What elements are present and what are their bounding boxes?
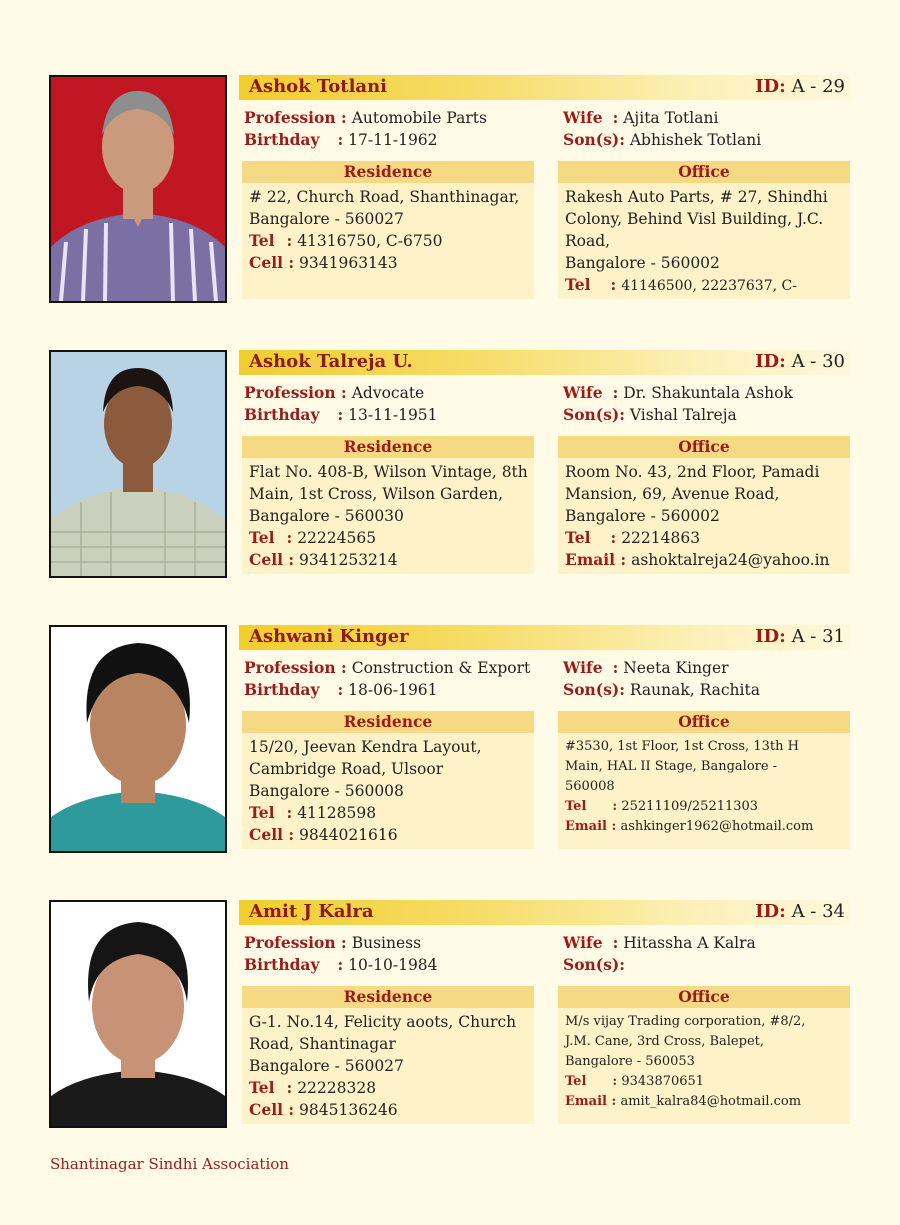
wife-row: Wife : Ajita Totlani — [563, 108, 719, 127]
cell-line: Cell : 9341963143 — [249, 253, 398, 272]
residence-heading: Residence — [242, 161, 534, 183]
member-card — [0, 350, 900, 580]
email-link[interactable]: ashkinger1962@hotmail.com — [620, 819, 814, 834]
email-link[interactable]: ashoktalreja24@yahoo.in — [631, 551, 830, 569]
address-line: Road, — [565, 232, 611, 250]
profession-row: Profession : Business — [244, 933, 422, 952]
name-bar — [239, 350, 851, 375]
address-line: Main, HAL II Stage, Bangalore - — [565, 759, 778, 774]
profession-row: Profession : Construction & Export — [244, 658, 531, 677]
address-line: Bangalore - 560030 — [249, 507, 404, 525]
sons-row: Son(s): Abhishek Totlani — [563, 130, 762, 149]
cell-line: Cell : 9845136246 — [249, 1100, 398, 1119]
address-line: Bangalore - 560053 — [565, 1054, 695, 1069]
address-line: 560008 — [565, 779, 615, 794]
member-card — [0, 75, 900, 305]
office-heading: Office — [558, 161, 850, 183]
address-line: Bangalore - 560027 — [249, 1057, 404, 1075]
office-box — [558, 986, 850, 1124]
email-link[interactable]: amit_kalra84@hotmail.com — [620, 1094, 802, 1109]
address-line: J.M. Cane, 3rd Cross, Balepet, — [565, 1034, 764, 1049]
address-line: 15/20, Jeevan Kendra Layout, — [249, 738, 482, 756]
residence-heading: Residence — [242, 986, 534, 1008]
name-bar — [239, 625, 851, 650]
address-line: Mansion, 69, Avenue Road, — [565, 485, 780, 503]
tel-line: Tel : 22224565 — [249, 528, 377, 547]
address-line: Bangalore - 560027 — [249, 210, 404, 228]
birthday-row: Birthday : 18-06-1961 — [244, 680, 438, 699]
member-id: ID: A - 31 — [755, 626, 845, 647]
office-heading: Office — [558, 986, 850, 1008]
tel-line: Tel : 41316750, C-6750 — [249, 231, 443, 250]
member-photo — [49, 900, 227, 1128]
sons-row: Son(s): — [563, 955, 625, 974]
address-line: Flat No. 408-B, Wilson Vintage, 8th — [249, 463, 528, 481]
cell-line: Cell : 9844021616 — [249, 825, 398, 844]
email-line: Email : amit_kalra84@hotmail.com — [565, 1094, 802, 1109]
member-photo — [49, 350, 227, 578]
address-line: M/s vijay Trading corporation, #8/2, — [565, 1014, 806, 1029]
tel-line: Tel : 41128598 — [249, 803, 377, 822]
tel-line: Tel : 9343870651 — [565, 1074, 705, 1089]
address-line: G-1. No.14, Felicity aoots, Church — [249, 1013, 517, 1031]
sons-row: Son(s): Vishal Talreja — [563, 405, 737, 424]
birthday-row: Birthday : 13-11-1951 — [244, 405, 438, 424]
residence-heading: Residence — [242, 436, 534, 458]
member-photo — [49, 625, 227, 853]
residence-box — [242, 711, 534, 849]
profession-row: Profession : Automobile Parts — [244, 108, 487, 127]
office-box — [558, 436, 850, 574]
name-bar — [239, 75, 851, 100]
address-line: Road, Shantinagar — [249, 1035, 396, 1053]
residence-heading: Residence — [242, 711, 534, 733]
wife-row: Wife : Hitassha A Kalra — [563, 933, 756, 952]
profession-row: Profession : Advocate — [244, 383, 425, 402]
member-name: Ashok Talreja U. — [249, 351, 413, 372]
address-line: Bangalore - 560008 — [249, 782, 404, 800]
address-line: Bangalore - 560002 — [565, 254, 720, 272]
residence-box — [242, 986, 534, 1124]
tel-line: Tel : 25211109/25211303 — [565, 799, 759, 814]
email-line: Email : ashkinger1962@hotmail.com — [565, 819, 814, 834]
address-line: Colony, Behind Visl Building, J.C. — [565, 210, 824, 228]
name-bar — [239, 900, 851, 925]
member-card — [0, 900, 900, 1130]
cell-line: Cell : 9341253214 — [249, 550, 398, 569]
tel-line: Tel : 41146500, 22237637, C- — [565, 275, 797, 294]
office-heading: Office — [558, 436, 850, 458]
address-line: Rakesh Auto Parts, # 27, Shindhi — [565, 188, 828, 206]
member-card — [0, 625, 900, 855]
footer-text: Shantinagar Sindhi Association — [50, 1155, 289, 1173]
sons-row: Son(s): Raunak, Rachita — [563, 680, 760, 699]
residence-box — [242, 161, 534, 299]
office-heading: Office — [558, 711, 850, 733]
email-line: Email : ashoktalreja24@yahoo.in — [565, 550, 830, 569]
residence-box — [242, 436, 534, 574]
member-id: ID: A - 34 — [755, 901, 845, 922]
member-name: Ashwani Kinger — [249, 626, 409, 647]
address-line: Room No. 43, 2nd Floor, Pamadi — [565, 463, 820, 481]
address-line: Cambridge Road, Ulsoor — [249, 760, 444, 778]
wife-row: Wife : Dr. Shakuntala Ashok — [563, 383, 793, 402]
member-id: ID: A - 29 — [755, 76, 845, 97]
birthday-row: Birthday : 10-10-1984 — [244, 955, 438, 974]
birthday-row: Birthday : 17-11-1962 — [244, 130, 438, 149]
tel-line: Tel : 22228328 — [249, 1078, 377, 1097]
member-id: ID: A - 30 — [755, 351, 845, 372]
tel-line: Tel : 22214863 — [565, 528, 701, 547]
address-line: # 22, Church Road, Shanthinagar, — [249, 188, 520, 206]
member-name: Ashok Totlani — [249, 76, 388, 97]
address-line: Main, 1st Cross, Wilson Garden, — [249, 485, 504, 503]
wife-row: Wife : Neeta Kinger — [563, 658, 729, 677]
member-photo — [49, 75, 227, 303]
address-line: #3530, 1st Floor, 1st Cross, 13th H — [565, 739, 799, 754]
address-line: Bangalore - 560002 — [565, 507, 720, 525]
member-name: Amit J Kalra — [249, 901, 374, 922]
office-box — [558, 711, 850, 849]
office-box — [558, 161, 850, 299]
